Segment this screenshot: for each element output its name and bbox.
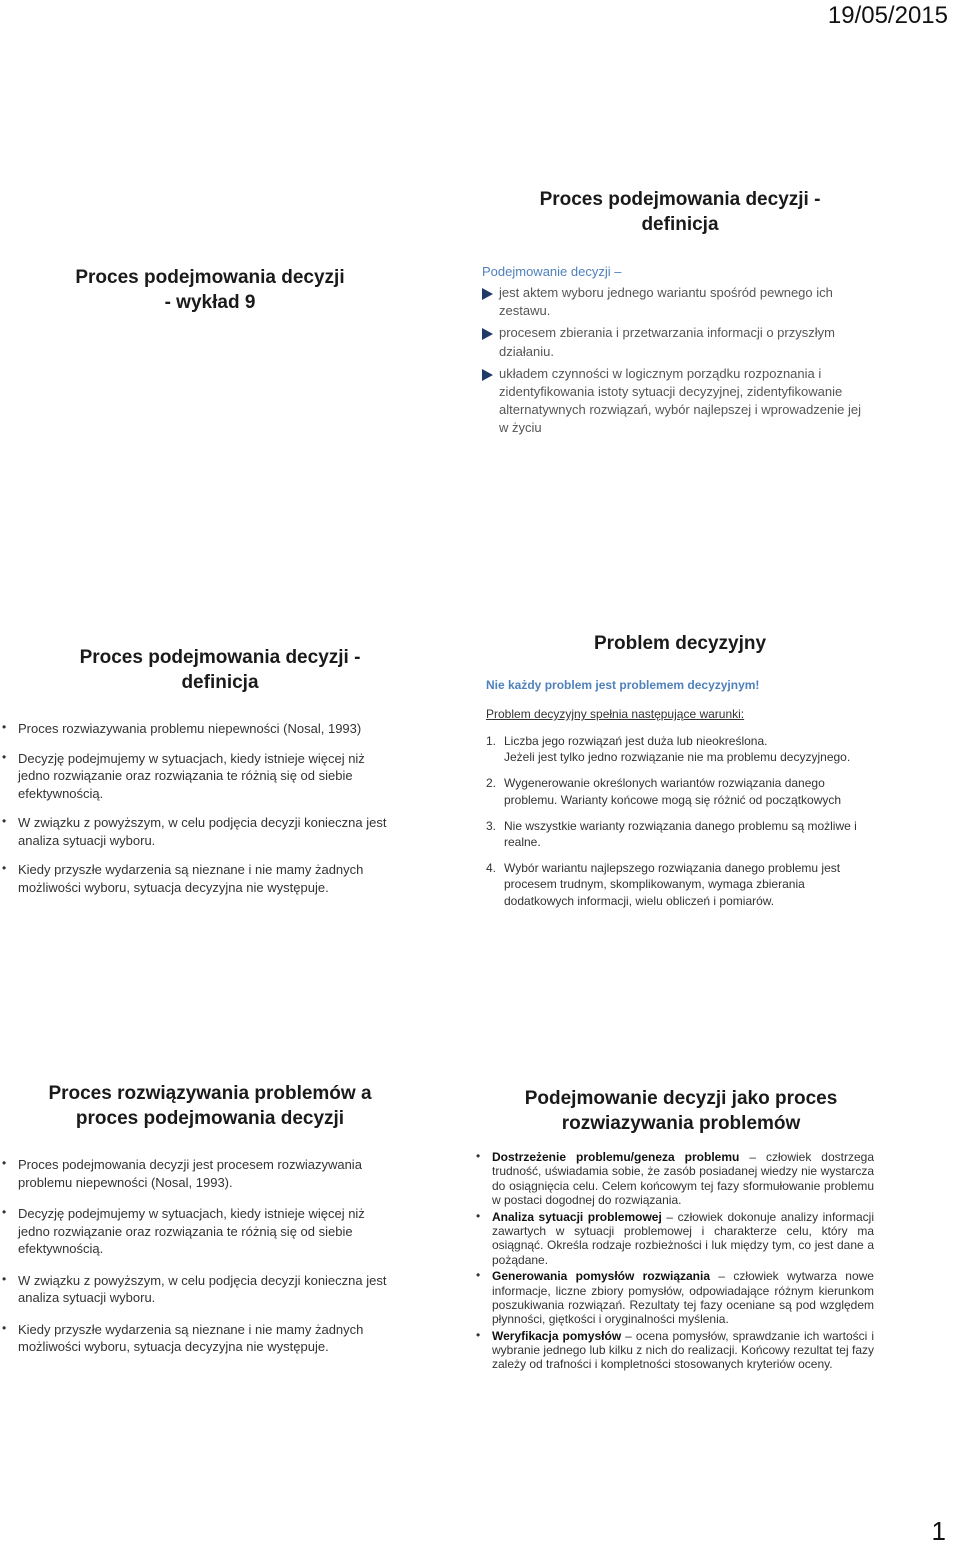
list-item: • Decyzję podejmujemy w sytuacjach, kiedy istnieje więcej niż jedno rozwiązanie oraz rozwiązania te różnią się od siebie efektywnością.	[0, 750, 395, 803]
triangle-bullet-icon	[482, 328, 493, 340]
list-item-text: – człowiek dostrzega trudność, uświadamia sobie, że zasób posiadanej wiedzy nie wystarcza do osiągnięcia celu. Celem końcowym tej fazy sformułowanie problemu w postaci dogodnej do rozwiązania.	[492, 1150, 874, 1208]
slide1-title-line1: Proces podejmowania decyzji	[75, 267, 345, 288]
list-item-text: Nie wszystkie warianty rozwiązania danego problemu są możliwe i realne.	[504, 818, 857, 849]
slide2-title	[490, 188, 870, 237]
slide2-subtitle: Podejmowanie decyzji –	[482, 264, 622, 279]
list-item	[482, 324, 862, 360]
list-item-text: Liczba jego rozwiązań jest duża lub nieokreślona.	[504, 734, 768, 748]
list-item: • Decyzję podejmujemy w sytuacjach, kiedy istnieje więcej niż jedno rozwiązanie oraz rozwiązania te różnią się od siebie efektywnością.	[0, 1205, 400, 1258]
slide6-title-line1: Podejmowanie decyzji jako proces	[524, 1088, 838, 1109]
list-item-term: Weryfikacja pomysłów	[492, 1328, 622, 1343]
slide6-title-line2: rozwiazywania problemów	[561, 1112, 801, 1134]
list-item-text: układem czynności w logicznym porządku rozpoznania i zidentyfikowania istoty sytuacji decyzyjnej, zidentyfikowanie alternatywnych rozwiązań, wybór najlepszej i wprowadzenie jej w życiu	[499, 365, 862, 436]
slide2-title-line1: Proces podejmowania decyzji -	[539, 189, 821, 210]
list-item	[474, 1269, 874, 1327]
slide3-title	[30, 646, 410, 695]
list-item	[486, 775, 876, 807]
list-item	[482, 284, 862, 320]
slide6-title	[486, 1087, 876, 1136]
triangle-bullet-icon	[482, 288, 493, 300]
list-item-text-extra: Jeżeli jest tylko jedno rozwiązanie nie ma problemu decyzyjnego.	[504, 750, 851, 765]
list-item-text: Wybór wariantu najlepszego rozwiązania danego problemu jest procesem trudnym, skomplikowanym, wymaga zbierania dodatkowych informacji, wielu obliczeń i pomiarów.	[504, 861, 841, 908]
list-item	[474, 1329, 874, 1372]
list-item-term: Analiza sytuacji problemowej	[492, 1209, 662, 1224]
list-item-number: 1.	[486, 734, 497, 748]
slide5-title-line2: proces podejmowania decyzji	[75, 1107, 345, 1129]
slide4-list	[486, 733, 876, 919]
list-item-text: procesem zbierania i przetwarzania informacji o przyszłym działaniu.	[499, 325, 835, 359]
slide3-title-line2: definicja	[181, 671, 259, 693]
list-item-term: Dostrzeżenie problemu/geneza problemu	[492, 1150, 740, 1164]
slide3-title-line1: Proces podejmowania decyzji -	[79, 647, 361, 668]
list-item: • W związku z powyższym, w celu podjęcia decyzji konieczna jest analiza sytuacji wyboru.	[0, 814, 395, 849]
list-item-number: 4.	[486, 861, 497, 876]
list-item-text: jest aktem wyboru jednego wariantu spośród pewnego ich zestawu.	[499, 285, 833, 319]
list-item-term: Generowania pomysłów rozwiązania	[492, 1269, 711, 1284]
list-item-text: – ocena pomysłów, sprawdzanie ich wartości i wybranie jednego lub kilku z nich do realizacji. Końcowy rezultat tej fazy zależy od trafności i kompletności stosowanych kryteriów oceny.	[492, 1328, 874, 1372]
slide2-list	[482, 284, 862, 442]
list-item: • Proces podejmowania decyzji jest procesem rozwiazywania problemu niepewności (Nosal, 1993).	[0, 1156, 400, 1191]
list-item	[474, 1210, 874, 1268]
slide3-list	[0, 720, 395, 908]
slide5-list	[0, 1156, 400, 1370]
page-number: 1	[931, 1516, 946, 1546]
slide1-title	[40, 266, 380, 315]
list-item-text: Wygenerowanie określonych wariantów rozwiązania danego problemu. Warianty końcowe mogą się różnić od początkowych	[504, 776, 842, 807]
list-item: • W związku z powyższym, w celu podjęcia decyzji konieczna jest analiza sytuacji wyboru.	[0, 1272, 400, 1307]
list-item-text: – człowiek dokonuje analizy informacji zawartych w sytuacji problemowej i charakterze celu, który ma osiągnąć. Określa rodzaje rozbieżności i luk między tym, co jest dane a pożądane.	[492, 1209, 874, 1267]
slide4-intro: Problem decyzyjny spełnia następujące warunki:	[486, 707, 745, 721]
list-item	[482, 365, 862, 438]
slide4-title: Problem decyzyjny	[593, 633, 767, 654]
list-item-number: 2.	[486, 776, 497, 791]
slide4-subtitle: Nie każdy problem jest problemem decyzyjnym!	[486, 678, 760, 692]
slide6-list	[474, 1150, 874, 1374]
list-item: • Proces rozwiazywania problemu niepewności (Nosal, 1993)	[0, 720, 395, 738]
slide2-title-line2: definicja	[641, 213, 719, 235]
slide5-title	[10, 1082, 410, 1131]
slide5-title-line1: Proces rozwiązywania problemów a	[48, 1083, 372, 1104]
triangle-bullet-icon	[482, 369, 493, 381]
list-item	[486, 818, 876, 850]
header-date: 19/05/2015	[827, 2, 948, 29]
list-item: • Kiedy przyszłe wydarzenia są nieznane i nie mamy żadnych możliwości wyboru, sytuacja decyzyjna nie występuje.	[0, 1321, 400, 1356]
list-item	[486, 860, 876, 909]
list-item	[474, 1150, 874, 1208]
list-item	[486, 733, 876, 765]
list-item: • Kiedy przyszłe wydarzenia są nieznane i nie mamy żadnych możliwości wyboru, sytuacja decyzyjna nie występuje.	[0, 861, 395, 896]
list-item-text: – człowiek wytwarza nowe informacje, liczne zbiory pomysłów, odpowiadające różnym kierunkom poszukiwania rozwiązań. Rezultaty tej fazy oceniane są pod względem płynności, giętkości i oryginalności myślenia.	[492, 1269, 874, 1327]
slide1-title-line2: - wykład 9	[164, 291, 256, 313]
list-item-number: 3.	[486, 818, 497, 833]
